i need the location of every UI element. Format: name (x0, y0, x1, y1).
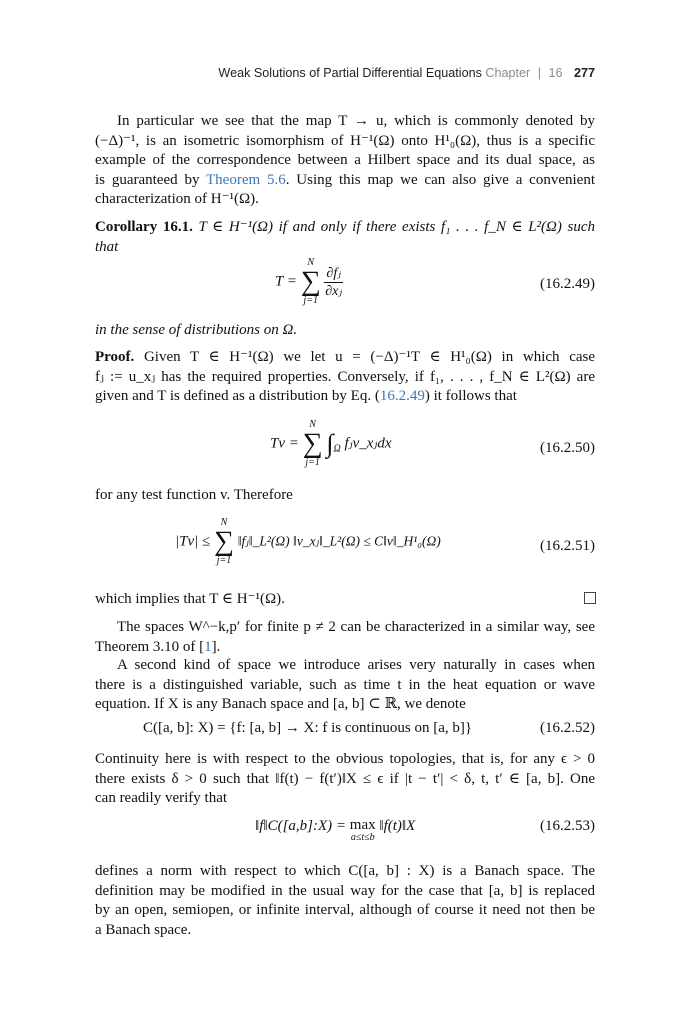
running-title: Weak Solutions of Partial Differential Equations (218, 66, 482, 80)
text-span: Theorem 3.10 of [ (95, 638, 205, 655)
fraction-numerator: ∂fⱼ (326, 265, 341, 281)
equation-body: C([a, b]: X) = {f: [a, b] → X: f is continuous on [a, b]} (143, 720, 473, 736)
sum-lower-limit: j=1 (216, 555, 232, 566)
text-line (95, 348, 595, 368)
text-line: example of the correspondence between a Hilbert space and its dual space, as (95, 152, 595, 168)
summation-symbol: N ∑ j=1 (302, 419, 323, 468)
text-line: there exists δ > 0 such that ‖f(t) − f(t′)‖X ≤ ϵ if |t − t′| < δ, t, t′ ∈ [a, b]. One (95, 770, 595, 787)
text-line: in the sense of distributions on Ω. (95, 322, 298, 338)
paragraph-banach-norm (95, 862, 595, 940)
equation-lhs: Tv = (270, 435, 299, 452)
text-line: for any test function v. Therefore (95, 487, 293, 503)
max-subscript: a≤t≤b (350, 832, 375, 843)
equation-link[interactable]: 16.2.49 (379, 388, 425, 404)
sum-upper-limit: N (220, 517, 228, 528)
sum-upper-limit: N (309, 419, 316, 430)
text-line: The spaces W^−k,p′ for finite p ≠ 2 can be characterized in a similar way, see (117, 619, 595, 635)
equation-number: (16.2.50) (540, 440, 595, 456)
proof-label: Proof. (95, 349, 135, 365)
text-line: A second kind of space we introduce arises very naturally in cases when (117, 657, 595, 673)
page-number: 277 (573, 66, 595, 80)
text-span: ) it follows that (424, 388, 517, 404)
text-line (95, 387, 595, 407)
text-line: definition may be modified in the usual way for the case that [a, b] is replaced (95, 882, 595, 899)
paragraph-second-kind (95, 656, 595, 715)
text-line: a Banach space. (95, 921, 192, 938)
partial-fraction (324, 265, 343, 300)
text-line: equation. If X is any Banach space and [a, b] ⊂ ℝ, we denote (95, 696, 466, 712)
equation-16-2-50 (95, 420, 595, 480)
text-line: defines a norm with respect to which C([a, b] : X) is a Banach space. The (95, 863, 595, 879)
text-line (95, 638, 595, 658)
equation-16-2-49 (95, 258, 595, 318)
equation-lhs: T = (275, 273, 297, 290)
sum-upper-limit: N (307, 257, 315, 268)
summation-symbol: N ∑ j=1 (300, 257, 321, 306)
text-line: which implies that T ∈ H⁻¹(Ω). (95, 591, 285, 607)
summation-symbol: N ∑ j=1 (213, 517, 234, 566)
equation-rhs: ‖fⱼ‖_L²(Ω) ‖v_xⱼ‖_L²(Ω) ≤ C‖v‖_H¹₀(Ω) (237, 533, 441, 549)
text-line: by an open, semiopen, or infinite interval, although of course it need not then be (95, 902, 595, 918)
corollary-label: Corollary 16.1. (95, 219, 193, 235)
text-line: characterization of H⁻¹(Ω). (95, 191, 259, 207)
integral-domain: Ω (333, 443, 341, 455)
text-line (95, 218, 595, 238)
theorem-link[interactable]: Theorem 5.6 (206, 171, 286, 188)
sum-lower-limit: j=1 (305, 457, 320, 468)
equation-number: (16.2.51) (540, 538, 595, 554)
equation-16-2-52 (95, 720, 595, 742)
text-span: given and T is defined as a distribution by Eq. ( (95, 388, 380, 404)
paragraph-continuity (95, 750, 595, 809)
text-line: In particular we see that the map T → u, which is commonly denoted by (117, 113, 595, 129)
text-line: that (95, 238, 119, 255)
reference-link[interactable]: 1 (204, 638, 212, 655)
sum-lower-limit: j=1 (303, 295, 318, 306)
text-line: (−Δ)⁻¹, is an isometric isomorphism of H⁻¹(Ω) onto H¹₀(Ω), thus is a specific (95, 132, 595, 149)
text-span: Given T ∈ H⁻¹(Ω) we let u = (−Δ)⁻¹T ∈ H¹₀(Ω) in which case (143, 349, 596, 365)
equation-number: (16.2.52) (540, 720, 595, 736)
text-line: fⱼ := u_xⱼ has the required properties. Conversely, if f₁, . . . , f_N ∈ L²(Ω) are (95, 368, 595, 385)
integrand: fⱼv_xⱼdx (344, 435, 392, 452)
integral-symbol: ∫ (326, 429, 334, 458)
paragraph-w-spaces (95, 618, 595, 657)
text-line (95, 171, 595, 191)
text-line: Continuity here is with respect to the obvious topologies, that is, for any ϵ > 0 (95, 751, 595, 767)
paragraph-isometric-isomorphism (95, 112, 595, 210)
chapter-number: 16 (548, 66, 563, 80)
equation-rhs: ‖f(t)‖X (379, 818, 416, 834)
max-label: max (349, 817, 376, 833)
text-span: is guaranteed by (95, 171, 200, 188)
test-function-line (95, 486, 595, 506)
qed-square-icon (584, 592, 596, 604)
corollary-statement: T ∈ H⁻¹(Ω) if and only if there exists f₁ . . . f_N ∈ L²(Ω) such (198, 219, 595, 235)
text-line: can readily verify that (95, 790, 228, 806)
implies-line (95, 590, 595, 610)
text-span: . Using this map we can also give a convenient (285, 171, 595, 188)
text-line: there is a distinguished variable, such as time t in the heat equation or wave (95, 676, 595, 693)
max-operator (350, 818, 376, 843)
equation-number: (16.2.53) (540, 818, 595, 834)
equation-16-2-53 (95, 818, 595, 858)
equation-16-2-51 (95, 518, 595, 580)
chapter-label: Chapter (485, 66, 531, 80)
equation-number: (16.2.49) (540, 276, 595, 292)
equation-lhs: |Tv| ≤ (175, 533, 211, 550)
corollary-continuation (95, 321, 595, 341)
text-span: ]. (211, 638, 221, 655)
corollary-16-1 (95, 218, 595, 257)
equation-lhs: ‖f‖C([a,b]:X) = (255, 818, 347, 834)
running-header (0, 66, 682, 84)
proof-paragraph (95, 348, 595, 407)
fraction-denominator: ∂xⱼ (325, 283, 343, 299)
header-separator: | (537, 66, 541, 80)
